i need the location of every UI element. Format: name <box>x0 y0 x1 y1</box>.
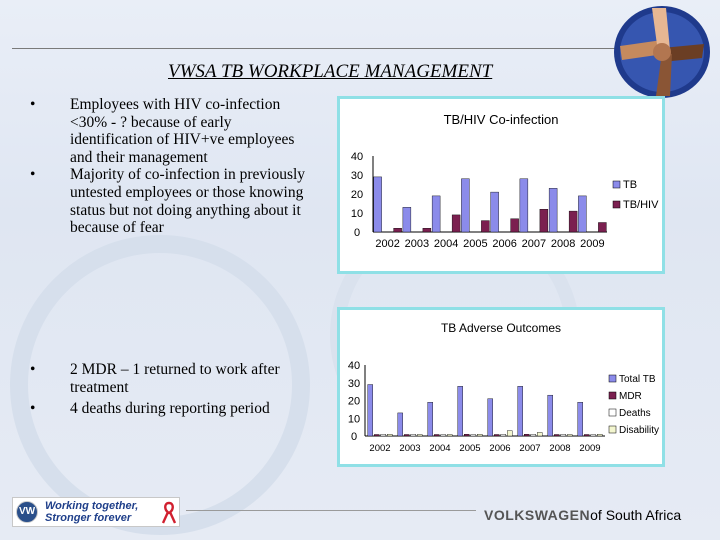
chart-tb-hiv-coinfection <box>337 96 665 274</box>
bar-deaths-2005 <box>471 435 476 437</box>
bar-tb-hiv-2003 <box>423 228 431 232</box>
bar-disability-2003 <box>417 435 422 437</box>
x-tick-label: 2002 <box>369 443 391 454</box>
x-tick-label: 2005 <box>463 238 488 250</box>
bar-deaths-2008 <box>561 434 566 436</box>
bar-tb-hiv-2008 <box>569 211 577 232</box>
bar-total-tb-2006 <box>488 399 493 436</box>
chart-plot <box>340 310 662 464</box>
bullet-symbol: • <box>30 166 36 184</box>
working-together-badge <box>12 497 180 527</box>
bullet-symbol: • <box>30 400 36 418</box>
y-tick-label: 40 <box>350 151 364 163</box>
y-tick-label: 0 <box>350 431 358 443</box>
bar-tb-hiv-2004 <box>452 215 460 232</box>
y-tick-label: 10 <box>350 208 364 220</box>
bar-mdr-2003 <box>404 435 409 437</box>
footer-divider <box>186 510 476 511</box>
bullet-item <box>30 361 310 396</box>
brand-suffix: of South Africa <box>590 507 682 523</box>
bullet-list-bottom <box>30 361 310 418</box>
bullet-text: 4 deaths during reporting period <box>70 400 270 418</box>
x-tick-label: 2003 <box>404 238 430 250</box>
bar-tb-2002 <box>374 177 382 232</box>
bullet-symbol: • <box>30 361 36 378</box>
bullet-text: Employees with HIV co-infection <30% - ? because of early identification of HIV+ve employees and their management <box>70 96 295 166</box>
bar-total-tb-2004 <box>428 402 433 436</box>
legend-swatch <box>613 201 620 208</box>
bar-mdr-2006 <box>494 435 499 437</box>
bar-tb-2006 <box>491 192 499 232</box>
y-tick-label: 20 <box>350 189 364 201</box>
bullet-list-top <box>30 96 310 237</box>
chart-plot <box>340 99 662 271</box>
brand-name: VOLKSWAGEN <box>484 507 591 523</box>
bar-tb-2003 <box>403 207 411 232</box>
bar-tb-hiv-2007 <box>540 209 548 232</box>
chart-title: TB Adverse Outcomes <box>440 321 562 335</box>
bar-disability-2002 <box>387 434 392 436</box>
chart-title: TB/HIV Co-infection <box>443 112 559 127</box>
bar-deaths-2007 <box>531 434 536 436</box>
red-ribbon-icon <box>161 501 177 525</box>
bullet-item <box>30 96 310 166</box>
x-tick-label: 2006 <box>492 238 517 250</box>
legend-swatch <box>609 375 616 382</box>
bar-deaths-2003 <box>411 434 416 436</box>
legend-swatch <box>609 426 616 433</box>
legend-swatch <box>609 392 616 399</box>
bar-disability-2009 <box>597 434 602 436</box>
bar-deaths-2006 <box>501 434 506 436</box>
bar-tb-2005 <box>461 179 469 232</box>
bar-tb-2004 <box>432 196 440 232</box>
bar-total-tb-2007 <box>518 386 523 436</box>
bar-total-tb-2003 <box>398 413 403 436</box>
bar-disability-2008 <box>567 435 572 437</box>
x-tick-label: 2008 <box>550 238 576 250</box>
x-tick-label: 2009 <box>580 238 605 250</box>
bar-mdr-2002 <box>374 435 379 437</box>
x-tick-label: 2003 <box>399 443 421 454</box>
chart-tb-adverse-outcomes <box>337 307 665 467</box>
y-tick-label: 30 <box>347 377 361 390</box>
legend-label: TB/HIV <box>623 199 659 211</box>
bar-total-tb-2009 <box>578 402 583 436</box>
x-tick-label: 2007 <box>519 443 541 454</box>
legend-swatch <box>609 409 616 416</box>
bar-deaths-2009 <box>591 435 596 437</box>
bar-mdr-2009 <box>584 435 589 437</box>
legend-label: TB <box>623 179 638 191</box>
badge-line1: Working together, <box>45 500 139 512</box>
bar-total-tb-2008 <box>548 395 553 436</box>
bar-mdr-2008 <box>554 435 559 437</box>
bar-tb-hiv-2002 <box>394 228 402 232</box>
x-tick-label: 2009 <box>579 443 601 454</box>
legend-swatch <box>613 181 620 188</box>
bar-mdr-2007 <box>524 434 529 436</box>
joined-hands-logo <box>612 4 712 100</box>
x-tick-label: 2002 <box>375 238 400 250</box>
brand-text <box>484 507 681 523</box>
y-tick-label: 10 <box>347 413 361 426</box>
slide-title: VWSA TB WORKPLACE MANAGEMENT <box>168 61 493 82</box>
x-tick-label: 2004 <box>433 238 459 250</box>
y-tick-label: 20 <box>347 395 361 408</box>
top-divider <box>12 48 617 49</box>
bar-disability-2004 <box>447 435 452 437</box>
badge-line2: Stronger forever <box>45 512 132 524</box>
x-tick-label: 2004 <box>429 443 451 454</box>
bar-tb-hiv-2009 <box>598 223 606 233</box>
legend-label: MDR <box>619 391 642 402</box>
bar-deaths-2002 <box>381 434 386 436</box>
bar-mdr-2005 <box>464 434 469 436</box>
legend-label: Total TB <box>619 374 656 385</box>
y-tick-label: 0 <box>353 227 361 239</box>
bar-total-tb-2002 <box>368 385 373 436</box>
x-tick-label: 2005 <box>459 443 481 454</box>
bar-disability-2007 <box>537 432 542 436</box>
bullet-item <box>30 166 310 236</box>
bar-disability-2006 <box>507 431 512 436</box>
bullet-text: Majority of co-infection in previously untested employees or those knowing status but not doing anything about it because of fear <box>70 166 306 237</box>
bar-mdr-2004 <box>434 435 439 437</box>
bullet-item <box>30 400 310 418</box>
bar-tb-2008 <box>549 188 557 232</box>
vw-logo-icon: VW <box>16 501 38 523</box>
x-tick-label: 2006 <box>489 443 511 454</box>
bar-tb-hiv-2005 <box>481 221 489 232</box>
y-tick-label: 30 <box>350 170 364 182</box>
bar-tb-hiv-2006 <box>511 219 519 232</box>
bar-total-tb-2005 <box>458 386 463 436</box>
bullet-text: 2 MDR – 1 returned to work after treatment <box>70 361 280 396</box>
legend-label: Deaths <box>619 408 651 419</box>
legend-label: Disability <box>619 425 660 436</box>
bar-tb-2009 <box>578 196 586 232</box>
bar-disability-2005 <box>477 434 482 436</box>
x-tick-label: 2007 <box>521 238 547 250</box>
x-tick-label: 2008 <box>549 443 571 454</box>
bar-deaths-2004 <box>441 435 446 437</box>
bullet-symbol: • <box>30 96 36 113</box>
bar-tb-2007 <box>520 179 528 232</box>
y-tick-label: 40 <box>347 360 361 372</box>
